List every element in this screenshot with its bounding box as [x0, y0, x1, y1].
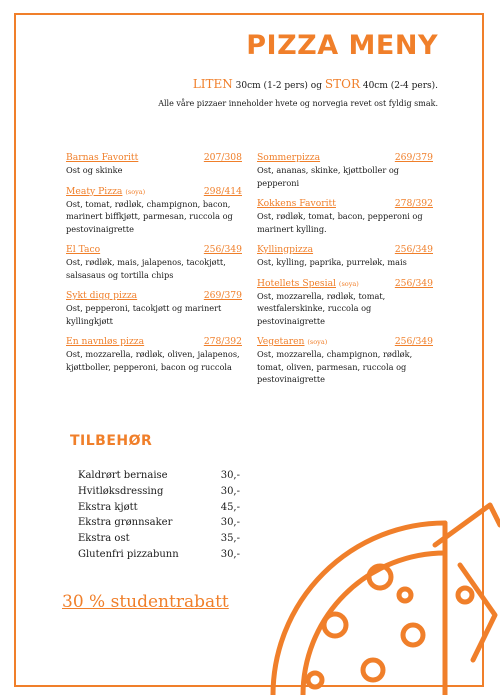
item-name: Vegetaren: [257, 336, 305, 347]
item-price: 207/308: [203, 152, 242, 163]
item-description: Ost, mozzarella, champignon, rødløk, tomat, oliven, parmesan, ruccola og pestovinaigrette: [257, 349, 413, 384]
item-name: Barnas Favoritt: [66, 152, 139, 163]
item-description: Ost, mozzarella, rødløk, oliven, jalapenos, kjøttboller, pepperoni, bacon og ruccola: [66, 349, 240, 372]
item-description: Ost og skinke: [66, 165, 123, 175]
item-price: 269/379: [394, 152, 433, 163]
accessory-price: 30,-: [220, 485, 240, 497]
accessory-name: Ekstra kjøtt: [78, 501, 138, 513]
accessory-row: [78, 531, 240, 547]
item-tag: (soya): [125, 187, 146, 196]
item-description: Ost, ananas, skinke, kjøttboller og pepperoni: [257, 165, 400, 188]
menu-column-left: [66, 152, 242, 382]
accessory-row: [78, 468, 240, 484]
pizza-slice-icon: [255, 485, 500, 695]
size-large-desc: 40cm (2-4 pers).: [362, 81, 438, 91]
accessory-row: [78, 500, 240, 516]
item-name: En navnløs pizza: [66, 336, 145, 347]
item-name: Kyllingpizza: [257, 244, 314, 255]
menu-column-right: [257, 152, 433, 395]
student-discount: 30 % studentrabatt: [62, 592, 229, 612]
item-price: 269/379: [203, 290, 242, 301]
accessory-price: 45,-: [220, 501, 240, 513]
item-name: Meaty Pizza: [66, 185, 123, 197]
accessories-title: TILBEHØR: [70, 433, 153, 449]
size-info: [193, 77, 438, 91]
menu-item: [66, 186, 242, 236]
menu-item: [257, 152, 433, 189]
ingredients-note: Alle våre pizzaer inneholder hvete og norvegia revet ost fyldig smak.: [158, 99, 438, 108]
item-name: Hotellets Spesial: [257, 277, 336, 289]
accessory-name: Hvitløksdressing: [78, 485, 164, 497]
page-title: PIZZA MENY: [246, 30, 438, 61]
item-name: Sommerpizza: [257, 152, 321, 163]
size-small-desc: 30cm (1-2 pers) og: [235, 81, 322, 91]
menu-item: [66, 244, 242, 281]
menu-item: [257, 198, 433, 235]
item-tag: (soya): [307, 338, 328, 346]
accessory-row: [78, 484, 240, 500]
accessory-row: [78, 515, 240, 531]
menu-item: [257, 336, 433, 386]
accessory-name: Kaldrørt bernaise: [78, 470, 168, 481]
item-name: Sykt digg pizza: [66, 290, 138, 301]
size-large-label: STOR: [324, 77, 360, 91]
item-description: Ost, mozzarella, rødløk, tomat, westfalerskinke, ruccola og pestovinaigrette: [257, 290, 386, 326]
item-tag: (soya): [338, 279, 359, 288]
size-small-label: LITEN: [192, 77, 233, 91]
menu-item: [257, 244, 433, 269]
accessory-row: [78, 547, 240, 563]
item-name: El Taco: [66, 244, 101, 255]
menu-item: [66, 290, 242, 327]
item-price: 298/414: [203, 185, 242, 197]
item-price: 256/349: [203, 244, 242, 255]
accessory-price: 30,-: [220, 517, 240, 529]
item-description: Ost, rødløk, mais, jalapenos, tacokjøtt, salsasaus og tortilla chips: [66, 257, 226, 280]
accessory-name: Ekstra grønnsaker: [78, 517, 173, 529]
item-description: Ost, kylling, paprika, purreløk, mais: [257, 257, 407, 267]
accessory-price: 35,-: [220, 533, 240, 545]
accessory-price: 30,-: [220, 548, 240, 560]
menu-item: [257, 278, 433, 328]
item-price: 278/392: [394, 198, 433, 209]
item-price: 256/349: [394, 277, 433, 289]
item-description: Ost, pepperoni, tacokjøtt og marinert kyllingkjøtt: [66, 303, 222, 326]
item-name: Kokkens Favoritt: [257, 198, 336, 209]
item-price: 256/349: [394, 336, 433, 347]
accessory-name: Glutenfri pizzabunn: [78, 548, 179, 560]
accessories-list: [78, 468, 240, 563]
item-price: 278/392: [203, 336, 242, 347]
accessory-price: 30,-: [220, 470, 240, 481]
item-price: 256/349: [394, 244, 433, 255]
menu-item: [66, 336, 242, 373]
item-description: Ost, rødløk, tomat, bacon, pepperoni og marinert kylling.: [257, 211, 423, 234]
accessory-name: Ekstra ost: [78, 533, 130, 545]
item-description: Ost, tomat, rødløk, champignon, bacon, marinert biffkjøtt, parmesan, ruccola og pestovinaigrette: [66, 198, 233, 234]
menu-item: [66, 152, 242, 177]
